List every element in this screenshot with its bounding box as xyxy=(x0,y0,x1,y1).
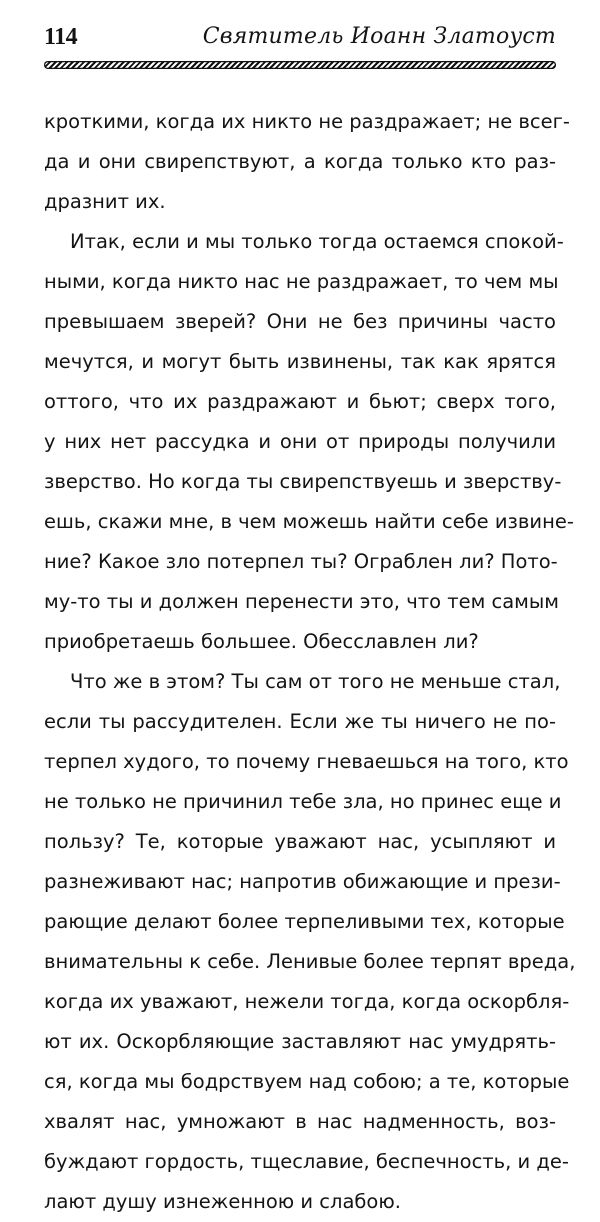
text-line: разнеживают нас; напротив обижающие и прези- xyxy=(44,870,561,893)
text-line: превышаем зверей? Они не без причины часто xyxy=(44,310,556,333)
text-line: ся, когда мы бодрствуем над собою; а те, которые xyxy=(44,1070,570,1093)
text-line: мечутся, и могут быть извинены, так как ярятся xyxy=(44,350,556,373)
text-line: приобретаешь большее. Обесславлен ли? xyxy=(44,630,479,653)
text-line: дразнит их. xyxy=(44,190,166,213)
text-line: внимательны к себе. Ленивые более терпят вреда, xyxy=(44,950,576,973)
text-line: зверство. Но когда ты свирепствуешь и зверству- xyxy=(44,470,562,493)
text-line: ными, когда никто нас не раздражает, то чем мы xyxy=(44,270,559,293)
text-line: ние? Какое зло потерпел ты? Ограблен ли? Пото- xyxy=(44,550,558,573)
text-line: рающие делают более терпеливыми тех, которые xyxy=(44,910,565,933)
text-line: терпел худого, то почему гневаешься на того, кто xyxy=(44,750,569,773)
text-line: если ты рассудителен. Если же ты ничего не по- xyxy=(44,710,556,733)
ornamental-rope-rule xyxy=(44,61,556,69)
text-line: не только не причинил тебе зла, но принес еще и xyxy=(44,790,562,813)
text-line: кроткими, когда их никто не раздражает; не всег- xyxy=(44,110,570,133)
paragraph-start-line: Что же в этом? Ты сам от того не меньше стал, xyxy=(70,670,561,693)
text-line: да и они свирепствуют, а когда только кто раз- xyxy=(44,150,556,173)
text-line: оттого, что их раздражают и бьют; сверх того, xyxy=(44,390,556,413)
running-title: Святитель Иоанн Златоуст xyxy=(202,24,556,49)
text-line: му-то ты и должен перенести это, что тем самым xyxy=(44,590,559,613)
text-line: у них нет рассудка и они от природы получили xyxy=(44,430,556,453)
text-line: буждают гордость, тщеславие, беспечность, и де- xyxy=(44,1150,569,1173)
running-header xyxy=(44,24,556,54)
text-line: лают душу изнеженною и слабою. xyxy=(44,1190,401,1213)
paragraph-start-line: Итак, если и мы только тогда остаемся спокой- xyxy=(70,230,564,253)
body-text xyxy=(44,102,576,1222)
text-line: ешь, скажи мне, в чем можешь найти себе извине- xyxy=(44,510,574,533)
text-line: когда их уважают, нежели тогда, когда оскорбля- xyxy=(44,990,570,1013)
page-number: 114 xyxy=(44,24,78,50)
text-line: ют их. Оскорбляющие заставляют нас умудрять- xyxy=(44,1030,556,1053)
text-line: пользу? Те, которые уважают нас, усыпляют и xyxy=(44,830,556,853)
text-line: хвалят нас, умножают в нас надменность, воз- xyxy=(44,1110,556,1133)
